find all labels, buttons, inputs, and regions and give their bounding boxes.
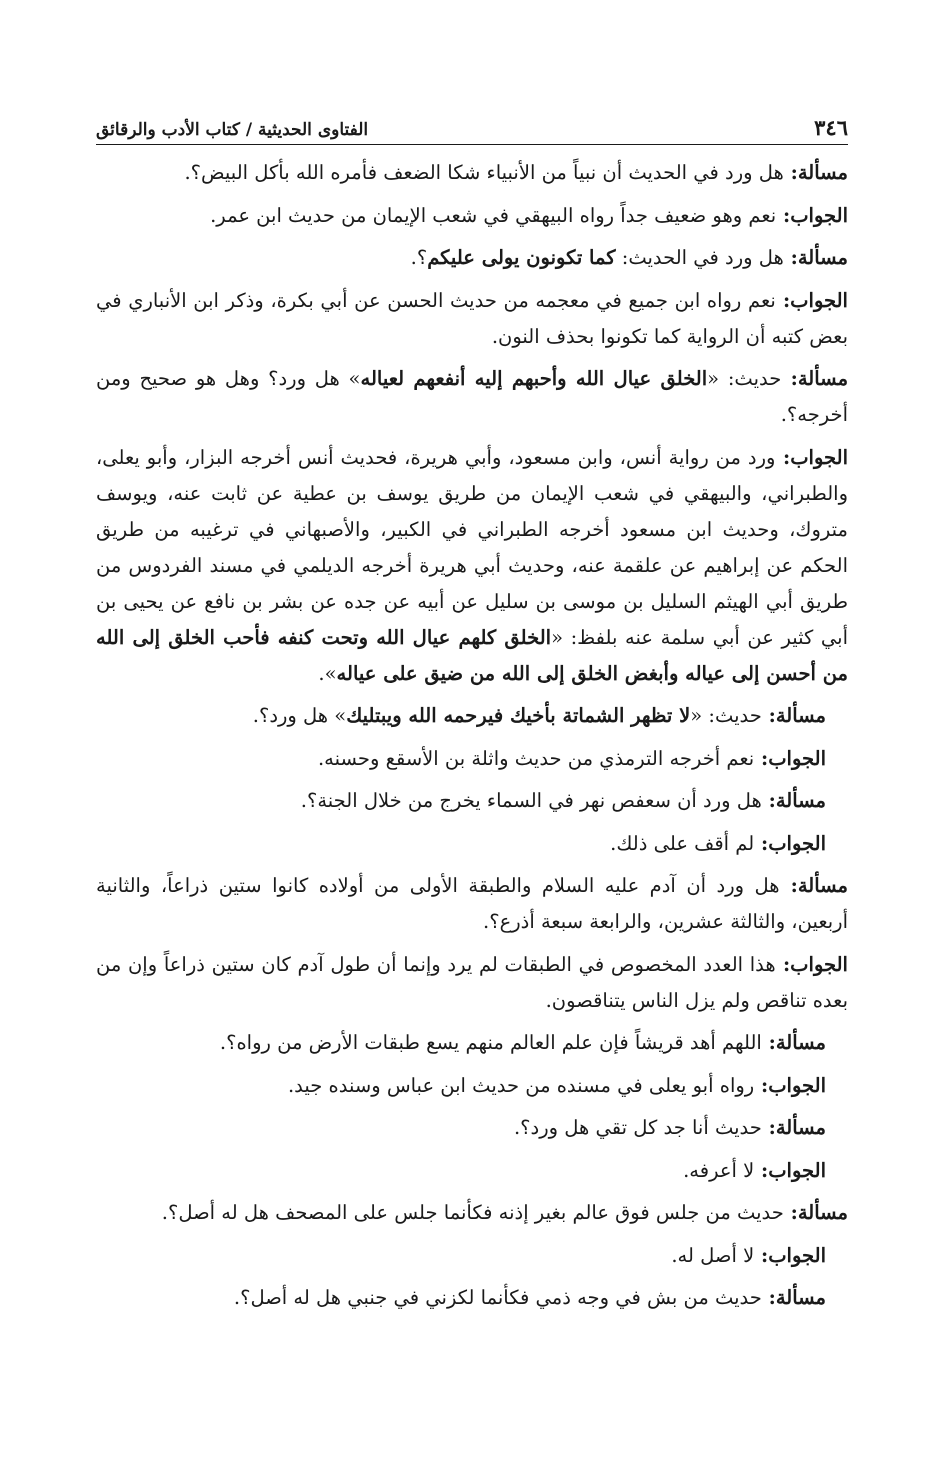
page-content [96, 155, 848, 1316]
quoted-hadith-text: لا تظهر الشماتة بأخيك فيرحمه الله ويبتليك [346, 704, 691, 727]
running-title: الفتاوى الحديثية / كتاب الأدب والرقائق [96, 120, 369, 140]
quoted-hadith-text: كما تكونون يولى عليكم [427, 246, 616, 269]
quoted-hadith-text: الخلق عيال الله وأحبهم إليه أنفعهم لعياله [360, 367, 708, 390]
page-header [96, 100, 848, 145]
question-entry [96, 240, 848, 276]
entry-text: لا أعرفه. [683, 1158, 755, 1182]
answer-label: الجواب: [754, 1243, 826, 1267]
question-entry [96, 783, 848, 819]
question-entry [96, 1280, 848, 1316]
answer-label: الجواب: [776, 203, 848, 227]
entry-text: هل ورد أن سعفص نهر في السماء يخرج من خلال الجنة؟. [300, 789, 762, 812]
answer-label: الجواب: [775, 952, 848, 976]
question-label: مسألة: [761, 704, 826, 727]
question-label: مسألة: [779, 874, 848, 897]
entry-text: ». [318, 661, 337, 685]
entry-text: ؟. [410, 246, 428, 269]
question-label: مسألة: [783, 246, 848, 269]
answer-entry [96, 1068, 848, 1104]
question-label: مسألة: [761, 1116, 826, 1139]
entry-text: حديث: « [690, 704, 762, 727]
answer-label: الجواب: [754, 746, 826, 770]
answer-label: الجواب: [754, 1073, 826, 1097]
question-label: مسألة: [761, 1286, 826, 1309]
question-label: مسألة: [761, 1031, 826, 1054]
question-entry [96, 1025, 848, 1061]
answer-label: الجواب: [775, 445, 848, 469]
book-page [96, 100, 848, 1323]
entry-text: نعم رواه ابن جميع في معجمه من حديث الحسن عن أبي بكرة، وذكر ابن الأنباري في بعض كتبه أن الرواية كما تكونوا بحذف النون. [96, 288, 848, 348]
entry-text: هل ورد أن آدم عليه السلام والطبقة الأولى من أولاده كانوا ستين ذراعاً، والثانية أربعين، والثالثة عشرين، والرابعة سبعة أذرع؟. [96, 874, 848, 933]
answer-entry [96, 283, 848, 355]
entry-text: هذا العدد المخصوص في الطبقات لم يرد وإنما أن طول آدم كان ستين ذراعاً وإن من بعده تناقص ولم يزل الناس يتناقصون. [96, 952, 848, 1012]
question-entry [96, 698, 848, 734]
entry-text: لم أقف على ذلك. [610, 831, 755, 855]
entry-text: حديث من بش في وجه ذمي فكأنما لكزني في جنبي هل له أصل؟. [233, 1286, 762, 1309]
answer-entry [96, 1238, 848, 1274]
entry-text: هل ورد في الحديث: [615, 246, 784, 269]
entry-text: » هل ورد؟ وهل هو صحيح ومن أخرجه؟. [96, 367, 848, 426]
entry-text: اللهم أهد قريشاً فإن علم العالم منهم يسع طبقات الأرض من رواه؟. [219, 1031, 762, 1054]
answer-label: الجواب: [754, 831, 826, 855]
answer-entry [96, 826, 848, 862]
question-label: مسألة: [783, 1201, 848, 1224]
answer-entry [96, 947, 848, 1019]
question-entry [96, 868, 848, 940]
quoted-hadith-text: الخلق كلهم عيال الله وتحت كنفه فأحب الخلق إلى الله من أحسن إلى عياله وأبغض الخلق إلى الله من ضيق على عياله [96, 625, 848, 685]
entry-text: حديث: « [707, 367, 782, 390]
answer-entry [96, 440, 848, 692]
entry-text: حديث أنا جد كل تقي هل ورد؟. [513, 1116, 762, 1139]
entry-text: رواه أبو يعلى في مسنده من حديث ابن عباس وسنده جيد. [287, 1073, 755, 1097]
answer-entry [96, 1153, 848, 1189]
entry-text: لا أصل له. [671, 1243, 755, 1267]
question-label: مسألة: [783, 161, 848, 184]
entry-text: ورد من رواية أنس، وابن مسعود، وأبي هريرة، فحديث أنس أخرجه البزار، وأبو يعلى، والطبراني، والبيهقي في شعب الإيمان من طريق يوسف بن عطية عن ثابت عنه، ويوسف متروك، وحديث ابن مسعود أخرجه الطبراني في الكبير، والأصبهاني في ترغيبه من طريق الحكم عن إبراهيم عن علقمة عنه، وحديث أبي هريرة أخرجه الديلمي في مسند الفردوس من طريق أبي الهيثم السليل بن موسى بن سليل عن أبيه عن جده عن بشر بن نافع عن يحيى بن أبي كثير عن أبي سلمة عنه بلفظ: « [96, 445, 848, 649]
entry-text: نعم أخرجه الترمذي من حديث واثلة بن الأسقع وحسنه. [317, 746, 755, 770]
entry-text: هل ورد في الحديث أن نبياً من الأنبياء شكا الضعف فأمره الله بأكل البيض؟. [184, 161, 784, 184]
question-entry [96, 155, 848, 191]
page-number: ٣٤٦ [814, 115, 848, 140]
question-entry [96, 1110, 848, 1146]
answer-label: الجواب: [775, 288, 848, 312]
entry-text: نعم وهو ضعيف جداً رواه البيهقي في شعب الإيمان من حديث ابن عمر. [210, 203, 777, 227]
answer-label: الجواب: [754, 1158, 826, 1182]
answer-entry [96, 741, 848, 777]
question-label: مسألة: [761, 789, 826, 812]
question-entry [96, 361, 848, 433]
entry-text: » هل ورد؟. [252, 704, 347, 727]
entry-text: حديث من جلس فوق عالم بغير إذنه فكأنما جلس على المصحف هل له أصل؟. [161, 1201, 784, 1224]
answer-entry [96, 198, 848, 234]
question-label: مسألة: [781, 367, 849, 390]
question-entry [96, 1195, 848, 1231]
